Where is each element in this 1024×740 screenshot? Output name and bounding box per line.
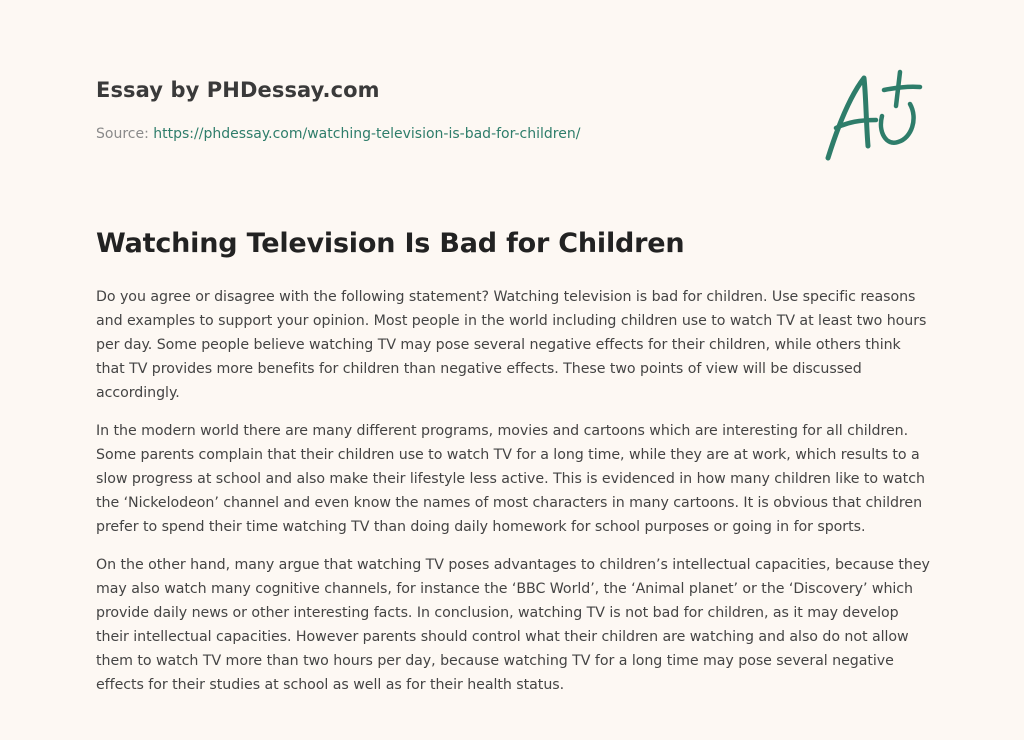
- a-plus-logo-icon: [820, 66, 930, 166]
- source-label: Source:: [96, 126, 149, 142]
- essay-title: Watching Television Is Bad for Children: [96, 228, 685, 259]
- essay-paragraph: On the other hand, many argue that watching TV poses advantages to children’s intellectual capacities, because they may also watch many cognitive channels, for instance the ‘BBC World’, the ‘Animal planet’ or the ‘Discovery’ which provide daily news or other interesting facts. In conclusion, watching TV is not bad for children, as it may develop their intellectual capacities. However parents should control what their children are watching and also do not allow them to watch TV more than two hours per day, because watching TV for a long time may pose several negative effects for their studies at school as well as for their health status.: [96, 557, 930, 693]
- essay-paragraph: In the modern world there are many different programs, movies and cartoons which are interesting for all children. Some parents complain that their children use to watch TV for a long time, while they are at work, which results to a slow progress at school and also make their lifestyle less active. This is evidenced in how many children like to watch the ‘Nickelodeon’ channel and even know the names of most characters in many cartoons. It is obvious that children prefer to spend their time watching TV than doing daily homework for school purposes or going in for sports.: [96, 423, 925, 535]
- essay-body: [96, 285, 930, 711]
- essay-paragraph: Do you agree or disagree with the following statement? Watching television is bad for children. Use specific reasons and examples to support your opinion. Most people in the world including children use to watch TV at least two hours per day. Some people believe watching TV may pose several negative effects for their children, while others think that TV provides more benefits for children than negative effects. These two points of view will be discussed accordingly.: [96, 289, 927, 401]
- source-link[interactable]: https://phdessay.com/watching-television-is-bad-for-children/: [153, 126, 581, 142]
- source-line: [96, 124, 796, 144]
- site-title: Essay by PHDessay.com: [96, 78, 380, 102]
- header: [96, 74, 796, 144]
